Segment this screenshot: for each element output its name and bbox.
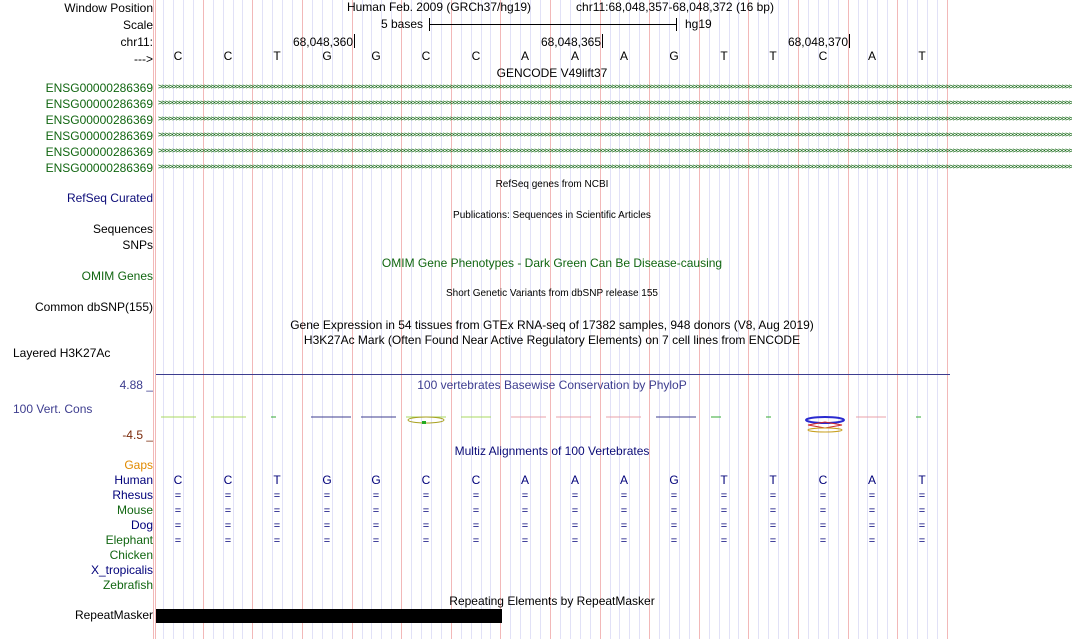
aligned-base-match: = — [472, 505, 480, 517]
gencode-gene-label[interactable]: ENSG00000286369 — [45, 113, 153, 127]
aligned-base-match: = — [571, 535, 579, 547]
aligned-base-match: = — [174, 535, 182, 547]
ruler-tick-label: 68,048,360 — [292, 35, 353, 49]
aligned-base-match: = — [422, 505, 430, 517]
base-letter: T — [720, 49, 728, 63]
grid-line — [213, 0, 214, 639]
grid-line — [193, 0, 194, 639]
repeatmasker-track-title: Repeating Elements by RepeatMasker — [449, 594, 655, 608]
aligned-base-match: = — [819, 535, 827, 547]
human-base-letter: A — [619, 473, 628, 487]
gencode-gene-label[interactable]: ENSG00000286369 — [45, 129, 153, 143]
aligned-base-match: = — [868, 490, 876, 502]
human-base-letter: T — [273, 473, 281, 487]
aligned-base-match: = — [769, 520, 777, 532]
ruler-tick-label: 68,048,365 — [540, 35, 601, 49]
multiz-track-title: Multiz Alignments of 100 Vertebrates — [454, 444, 650, 458]
aligned-base-match: = — [372, 490, 380, 502]
species-label-mouse[interactable]: Mouse — [116, 503, 153, 517]
species-label-dog[interactable]: Dog — [130, 518, 153, 532]
aligned-base-match: = — [521, 520, 529, 532]
scale-bar — [429, 24, 677, 25]
base-letter: C — [223, 49, 233, 63]
aligned-base-match: = — [224, 490, 232, 502]
aligned-base-match: = — [521, 490, 529, 502]
base-letter: A — [570, 49, 579, 63]
base-letter: C — [173, 49, 183, 63]
human-base-letter: A — [867, 473, 876, 487]
human-base-letter: T — [720, 473, 728, 487]
aligned-base-match: = — [868, 520, 876, 532]
aligned-base-match: = — [472, 520, 480, 532]
gtex-track-title: Gene Expression in 54 tissues from GTEx RNA-seq of 17382 samples, 948 donors (V8, Aug 2019) — [290, 318, 814, 332]
human-base-letter: C — [818, 473, 828, 487]
aligned-base-match: = — [571, 505, 579, 517]
base-letter: T — [273, 49, 281, 63]
human-base-letter: G — [322, 473, 332, 487]
grid-line-base-boundary — [947, 0, 948, 639]
gencode-gene-label[interactable]: ENSG00000286369 — [45, 161, 153, 175]
cons-min-value: -4.5 _ — [122, 428, 153, 442]
scale-bar-left-tick — [429, 18, 430, 31]
aligned-base-match: = — [273, 520, 281, 532]
gencode-gene-label[interactable]: ENSG00000286369 — [45, 145, 153, 159]
omim-genes-label[interactable]: OMIM Genes — [81, 269, 153, 283]
aligned-base-match: = — [472, 490, 480, 502]
aligned-base-match: = — [174, 520, 182, 532]
ruler-tick-label: 68,048,370 — [787, 35, 848, 49]
grid-line-base-boundary — [897, 0, 898, 639]
aligned-base-match: = — [174, 505, 182, 517]
track-labels-panel — [0, 0, 155, 639]
grid-line — [858, 0, 859, 639]
base-letter: T — [769, 49, 777, 63]
repeatmasker-label[interactable]: RepeatMasker — [74, 608, 153, 622]
aligned-base-match: = — [720, 535, 728, 547]
aligned-base-match: = — [620, 490, 628, 502]
gene-strand-arrows[interactable]: >>>>>>>>>>>>>>>>>>>>>>>>>>>>>>>>>>>>>>>>>>>>>>>>>>>>>>>>>>>>>>>>>>>>>>>>>>>>>>>>>>>>>>>>>>>>>>>>>>>>>>>>>>>>>>>>>>>>>>>>>>>>>>>>>>>>>>>>>>>>>>>>>>>>>>>>>>>>>>>>>>>>>>>>>>>>>>>>>>>>>>>>>>>>>>>>>>>>>>>>>>>>>>>>>>>>>>>>>>>>>>>>>>>>>>>>>>>>>>>>>>>>>>>>>>>>>>>>>>>> — [158, 162, 1072, 171]
layered-h3k27ac-label[interactable]: Layered H3K27Ac — [13, 346, 111, 360]
human-base-letter: T — [918, 473, 926, 487]
aligned-base-match: = — [868, 505, 876, 517]
conservation-plot — [156, 408, 950, 438]
aligned-base-match: = — [323, 490, 331, 502]
aligned-base-match: = — [769, 505, 777, 517]
species-label-rhesus[interactable]: Rhesus — [112, 488, 153, 502]
gene-strand-arrows[interactable]: >>>>>>>>>>>>>>>>>>>>>>>>>>>>>>>>>>>>>>>>>>>>>>>>>>>>>>>>>>>>>>>>>>>>>>>>>>>>>>>>>>>>>>>>>>>>>>>>>>>>>>>>>>>>>>>>>>>>>>>>>>>>>>>>>>>>>>>>>>>>>>>>>>>>>>>>>>>>>>>>>>>>>>>>>>>>>>>>>>>>>>>>>>>>>>>>>>>>>>>>>>>>>>>>>>>>>>>>>>>>>>>>>>>>>>>>>>>>>>>>>>>>>>>>>>>>>>>>>>>> — [158, 82, 1072, 91]
chrom-label: chr11: — [120, 35, 153, 49]
grid-line — [907, 0, 908, 639]
aligned-base-match: = — [273, 505, 281, 517]
gene-strand-arrows[interactable]: >>>>>>>>>>>>>>>>>>>>>>>>>>>>>>>>>>>>>>>>>>>>>>>>>>>>>>>>>>>>>>>>>>>>>>>>>>>>>>>>>>>>>>>>>>>>>>>>>>>>>>>>>>>>>>>>>>>>>>>>>>>>>>>>>>>>>>>>>>>>>>>>>>>>>>>>>>>>>>>>>>>>>>>>>>>>>>>>>>>>>>>>>>>>>>>>>>>>>>>>>>>>>>>>>>>>>>>>>>>>>>>>>>>>>>>>>>>>>>>>>>>>>>>>>>>>>>>>>>>> — [158, 98, 1072, 107]
human-base-letter: C — [471, 473, 481, 487]
gencode-gene-label[interactable]: ENSG00000286369 — [45, 97, 153, 111]
aligned-base-match: = — [472, 535, 480, 547]
gene-strand-arrows[interactable]: >>>>>>>>>>>>>>>>>>>>>>>>>>>>>>>>>>>>>>>>>>>>>>>>>>>>>>>>>>>>>>>>>>>>>>>>>>>>>>>>>>>>>>>>>>>>>>>>>>>>>>>>>>>>>>>>>>>>>>>>>>>>>>>>>>>>>>>>>>>>>>>>>>>>>>>>>>>>>>>>>>>>>>>>>>>>>>>>>>>>>>>>>>>>>>>>>>>>>>>>>>>>>>>>>>>>>>>>>>>>>>>>>>>>>>>>>>>>>>>>>>>>>>>>>>>>>>>>>>>> — [158, 146, 1072, 155]
aligned-base-match: = — [571, 490, 579, 502]
grid-line — [242, 0, 243, 639]
snps-label[interactable]: SNPs — [122, 238, 153, 252]
window-position-label: Window Position — [64, 1, 153, 15]
ruler-tick — [602, 34, 603, 48]
aligned-base-match: = — [720, 505, 728, 517]
scale-label: Scale — [122, 18, 153, 32]
grid-line — [838, 0, 839, 639]
base-letter: A — [867, 49, 876, 63]
cons-max-line — [156, 374, 950, 375]
vert-cons-label[interactable]: 100 Vert. Cons — [13, 402, 93, 416]
aligned-base-match: = — [769, 490, 777, 502]
cons-track-title: 100 vertebrates Basewise Conservation by PhyloP — [417, 378, 687, 392]
common-dbsnp-label[interactable]: Common dbSNP(155) — [34, 300, 153, 314]
human-base-letter: C — [223, 473, 233, 487]
aligned-base-match: = — [670, 535, 678, 547]
grid-line-base-boundary — [252, 0, 253, 639]
human-base-letter: A — [570, 473, 579, 487]
scale-bases-text: 5 bases — [380, 17, 424, 31]
aligned-base-match: = — [372, 505, 380, 517]
aligned-base-match: = — [174, 490, 182, 502]
human-base-letter: C — [421, 473, 431, 487]
aligned-base-match: = — [323, 520, 331, 532]
publications-track-title: Publications: Sequences in Scientific Articles — [453, 210, 651, 221]
aligned-base-match: = — [372, 520, 380, 532]
aligned-base-match: = — [422, 535, 430, 547]
aligned-base-match: = — [372, 535, 380, 547]
position-text: chr11:68,048,357-68,048,372 (16 bp) — [576, 0, 774, 14]
aligned-base-match: = — [670, 490, 678, 502]
aligned-base-match: = — [620, 535, 628, 547]
species-label-human[interactable]: Human — [114, 473, 153, 487]
base-letter: T — [918, 49, 926, 63]
aligned-base-match: = — [422, 520, 430, 532]
aligned-base-match: = — [273, 490, 281, 502]
base-letter: G — [371, 49, 381, 63]
base-letter: G — [669, 49, 679, 63]
base-letter: G — [322, 49, 332, 63]
human-base-letter: T — [769, 473, 777, 487]
species-label-elephant[interactable]: Elephant — [105, 533, 153, 547]
aligned-base-match: = — [819, 490, 827, 502]
grid-line-base-boundary — [153, 0, 154, 639]
aligned-base-match: = — [620, 505, 628, 517]
aligned-base-match: = — [521, 535, 529, 547]
gencode-track-title: GENCODE V49lift37 — [496, 66, 608, 80]
aligned-base-match: = — [273, 535, 281, 547]
base-letter: C — [421, 49, 431, 63]
species-label-chicken[interactable]: Chicken — [109, 548, 153, 562]
aligned-base-match: = — [224, 520, 232, 532]
aligned-base-match: = — [720, 490, 728, 502]
base-letter: A — [619, 49, 628, 63]
grid-line-base-boundary — [203, 0, 204, 639]
human-base-letter: G — [669, 473, 679, 487]
grid-line — [887, 0, 888, 639]
gencode-gene-label[interactable]: ENSG00000286369 — [45, 81, 153, 95]
ruler-tick — [849, 34, 850, 48]
grid-line — [163, 0, 164, 639]
aligned-base-match: = — [720, 520, 728, 532]
omim-track-title: OMIM Gene Phenotypes - Dark Green Can Be Disease-causing — [381, 256, 723, 270]
sequences-label[interactable]: Sequences — [92, 222, 153, 236]
gene-strand-arrows[interactable]: >>>>>>>>>>>>>>>>>>>>>>>>>>>>>>>>>>>>>>>>>>>>>>>>>>>>>>>>>>>>>>>>>>>>>>>>>>>>>>>>>>>>>>>>>>>>>>>>>>>>>>>>>>>>>>>>>>>>>>>>>>>>>>>>>>>>>>>>>>>>>>>>>>>>>>>>>>>>>>>>>>>>>>>>>>>>>>>>>>>>>>>>>>>>>>>>>>>>>>>>>>>>>>>>>>>>>>>>>>>>>>>>>>>>>>>>>>>>>>>>>>>>>>>>>>>>>>>>>>>> — [158, 114, 1072, 123]
track-image-area[interactable] — [156, 0, 1072, 639]
repeat-element-block[interactable] — [156, 609, 502, 623]
human-base-letter: G — [371, 473, 381, 487]
gene-strand-arrows[interactable]: >>>>>>>>>>>>>>>>>>>>>>>>>>>>>>>>>>>>>>>>>>>>>>>>>>>>>>>>>>>>>>>>>>>>>>>>>>>>>>>>>>>>>>>>>>>>>>>>>>>>>>>>>>>>>>>>>>>>>>>>>>>>>>>>>>>>>>>>>>>>>>>>>>>>>>>>>>>>>>>>>>>>>>>>>>>>>>>>>>>>>>>>>>>>>>>>>>>>>>>>>>>>>>>>>>>>>>>>>>>>>>>>>>>>>>>>>>>>>>>>>>>>>>>>>>>>>>>>>>>> — [158, 130, 1072, 139]
aligned-base-match: = — [918, 505, 926, 517]
aligned-base-match: = — [868, 535, 876, 547]
aligned-base-match: = — [918, 520, 926, 532]
grid-line — [937, 0, 938, 639]
aligned-base-match: = — [670, 505, 678, 517]
aligned-base-match: = — [323, 535, 331, 547]
aligned-base-match: = — [224, 505, 232, 517]
refseq-curated-label[interactable]: RefSeq Curated — [66, 191, 153, 205]
gaps-label[interactable]: Gaps — [124, 458, 153, 472]
aligned-base-match: = — [323, 505, 331, 517]
species-label-zebrafish[interactable]: Zebrafish — [102, 578, 153, 592]
db-text: hg19 — [685, 17, 712, 31]
aligned-base-match: = — [819, 520, 827, 532]
scale-bar-right-tick — [676, 18, 677, 31]
aligned-base-match: = — [918, 490, 926, 502]
aligned-base-match: = — [819, 505, 827, 517]
human-base-letter: A — [520, 473, 529, 487]
ruler-tick — [354, 34, 355, 48]
cons-max-value: 4.88 _ — [119, 378, 153, 392]
aligned-base-match: = — [620, 520, 628, 532]
aligned-base-match: = — [521, 505, 529, 517]
aligned-base-match: = — [918, 535, 926, 547]
base-letter: A — [520, 49, 529, 63]
h3k27ac-track-title: H3K27Ac Mark (Often Found Near Active Regulatory Elements) on 7 cell lines from ENCODE — [303, 333, 801, 347]
grid-line — [262, 0, 263, 639]
grid-line-base-boundary — [848, 0, 849, 639]
refseq-track-title: RefSeq genes from NCBI — [495, 179, 609, 190]
aligned-base-match: = — [769, 535, 777, 547]
strand-label: ---> — [134, 52, 153, 66]
aligned-base-match: = — [670, 520, 678, 532]
aligned-base-match: = — [571, 520, 579, 532]
base-letter: C — [471, 49, 481, 63]
aligned-base-match: = — [224, 535, 232, 547]
dbsnp-track-title: Short Genetic Variants from dbSNP release 155 — [446, 288, 658, 299]
aligned-base-match: = — [422, 490, 430, 502]
species-label-x-tropicalis[interactable]: X_tropicalis — [90, 563, 153, 577]
assembly-text: Human Feb. 2009 (GRCh37/hg19) — [346, 0, 532, 14]
base-letter: C — [818, 49, 828, 63]
human-base-letter: C — [173, 473, 183, 487]
